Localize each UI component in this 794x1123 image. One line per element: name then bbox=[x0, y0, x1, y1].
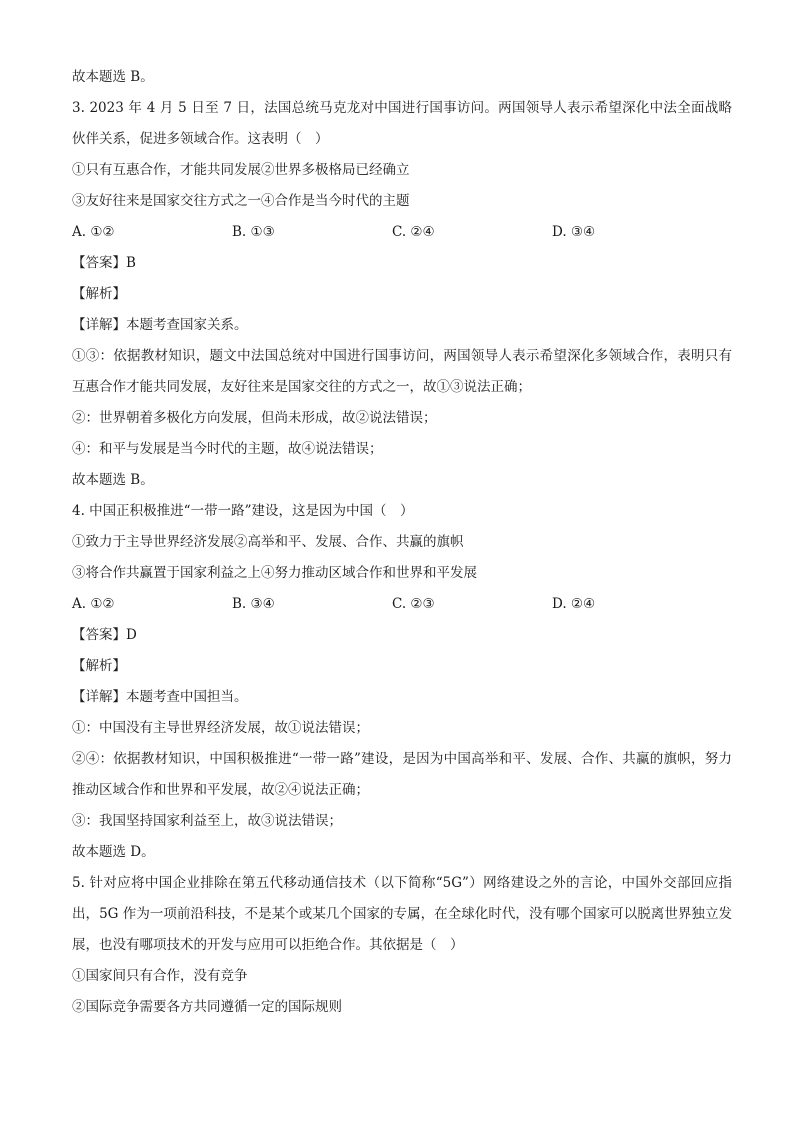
statement-line: ①致力于主导世界经济发展②高举和平、发展、合作、共赢的旗帜 bbox=[72, 534, 464, 550]
statement-line: ③友好往来是国家交往方式之一④合作是当今时代的主题 bbox=[72, 193, 410, 209]
option-d: D. ③④ bbox=[552, 224, 596, 240]
statement-line: ①国家间只有合作，没有竞争 bbox=[72, 968, 248, 984]
explanation-line: ①：中国没有主导世界经济发展，故①说法错误； bbox=[72, 720, 369, 736]
document-page bbox=[72, 62, 732, 1023]
explanation-line: ②：世界朝着多极化方向发展，但尚未形成，故②说法错误； bbox=[72, 410, 437, 426]
question-3-stem: 3. 2023 年 4 月 5 日至 7 日，法国总统马克龙对中国进行国事访问。两国领导人表示希望深化中法全面战略伙伴关系，促进多领域合作。这表明（ ） bbox=[72, 100, 732, 147]
option-d: D. ②④ bbox=[552, 596, 596, 612]
explanation-line: ①③：依据教材知识，题文中法国总统对中国进行国事访问，两国领导人表示希望深化多领域合作，表明只有互惠合作才能共同发展，友好往来是国家交往的方式之一，故①③说法正确； bbox=[72, 348, 732, 395]
text-line: 故本题选 B。 bbox=[72, 69, 154, 85]
question-4-stem: 4. 中国正积极推进“一带一路”建设，这是因为中国（ ） bbox=[72, 503, 414, 519]
option-a: A. ①② bbox=[72, 596, 115, 612]
explanation-line: ④：和平与发展是当今时代的主题，故④说法错误； bbox=[72, 441, 383, 457]
explanation-line: ③：我国坚持国家利益至上，故③说法错误； bbox=[72, 813, 342, 829]
statement-line: ①只有互惠合作，才能共同发展②世界多极格局已经确立 bbox=[72, 162, 410, 178]
analysis-label: 【解析】 bbox=[72, 286, 126, 302]
question-4-options bbox=[72, 589, 732, 620]
explanation-line: ②④：依据教材知识，中国积极推进“一带一路”建设，是因为中国高举和平、发展、合作、共赢的旗帜，努力推动区域合作和世界和平发展，故②④说法正确； bbox=[72, 751, 732, 798]
detail-line: 【详解】本题考查中国担当。 bbox=[72, 689, 248, 705]
analysis-label: 【解析】 bbox=[72, 658, 126, 674]
option-c: C. ②③ bbox=[392, 596, 435, 612]
detail-line: 【详解】本题考查国家关系。 bbox=[72, 317, 248, 333]
option-c: C. ②④ bbox=[392, 224, 435, 240]
option-b: B. ③④ bbox=[232, 596, 275, 612]
answer-label: 【答案】D bbox=[72, 627, 137, 643]
question-5-stem: 5. 针对应将中国企业排除在第五代移动通信技术（以下简称“5G”）网络建设之外的言论，中国外交部回应指出，5G 作为一项前沿科技，不是某个或某几个国家的专属，在全球化时代，没有哪个国家可以脱离世界独立发展，也没有哪项技术的开发与应用可以拒绝合作。其依据是（ ） bbox=[72, 875, 732, 953]
statement-line: ③将合作共赢置于国家利益之上④努力推动区域合作和世界和平发展 bbox=[72, 565, 477, 581]
option-b: B. ①③ bbox=[232, 224, 275, 240]
question-3-options bbox=[72, 217, 732, 248]
statement-line: ②国际竞争需要各方共同遵循一定的国际规则 bbox=[72, 999, 342, 1015]
answer-label: 【答案】B bbox=[72, 255, 136, 271]
conclusion-line: 故本题选 B。 bbox=[72, 472, 154, 488]
conclusion-line: 故本题选 D。 bbox=[72, 844, 155, 860]
option-a: A. ①② bbox=[72, 224, 115, 240]
